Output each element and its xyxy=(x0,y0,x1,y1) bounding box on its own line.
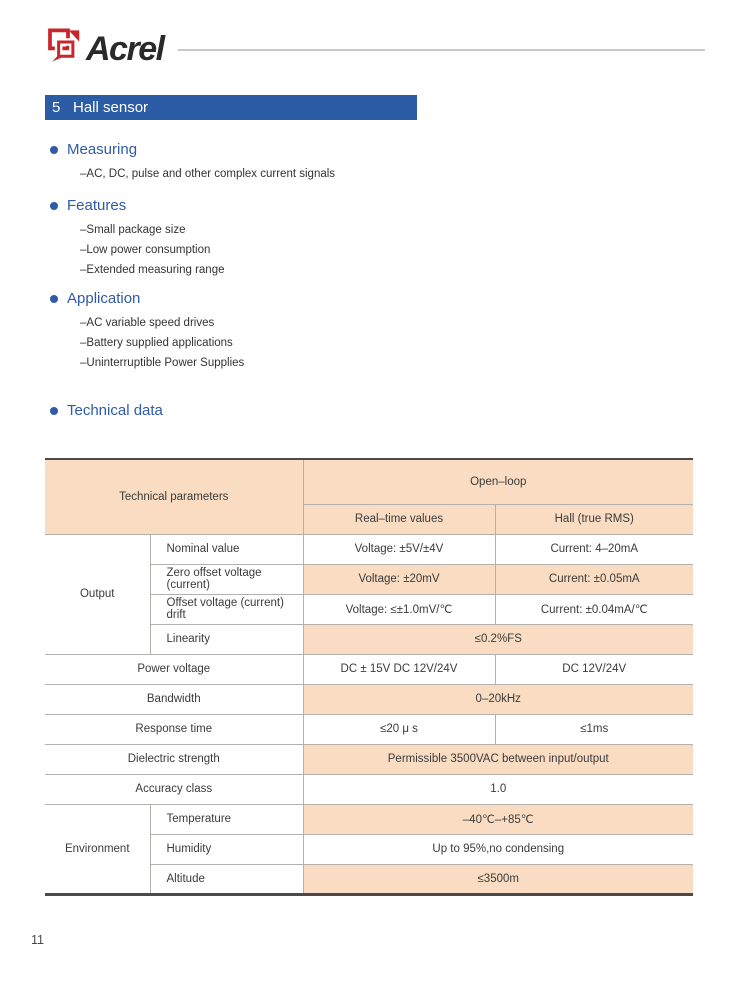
bullet-item: –Battery supplied applications xyxy=(80,337,233,349)
bullet-dot-icon xyxy=(50,407,58,415)
section-title: Application xyxy=(67,290,141,307)
table-row xyxy=(45,684,693,714)
param-label: Response time xyxy=(45,714,303,744)
section-items xyxy=(80,313,244,373)
value-cell: ≤1ms xyxy=(495,714,693,744)
bullet-dot-icon xyxy=(50,202,58,210)
value-cell: Current: 4–20mA xyxy=(495,534,693,564)
value-cell: Voltage: ±5V/±4V xyxy=(303,534,495,564)
value-cell: ≤20 μ s xyxy=(303,714,495,744)
param-label: Dielectric strength xyxy=(45,744,303,774)
bullet-dot-icon xyxy=(50,295,58,303)
bullet-item: –AC variable speed drives xyxy=(80,317,215,329)
param-label: Bandwidth xyxy=(45,684,303,714)
param-label: Zero offset voltage (current) xyxy=(150,564,303,594)
param-label: Offset voltage (current) drift xyxy=(150,594,303,624)
table-row xyxy=(45,654,693,684)
section-heading xyxy=(50,141,335,158)
section-features xyxy=(50,197,225,280)
param-label: Humidity xyxy=(150,834,303,864)
param-label: Nominal value xyxy=(150,534,303,564)
value-cell: Current: ±0.04mA/℃ xyxy=(495,594,693,624)
section-measuring xyxy=(50,141,335,184)
param-label: Power voltage xyxy=(45,654,303,684)
param-label: Accuracy class xyxy=(45,774,303,804)
param-label: Altitude xyxy=(150,864,303,894)
acrel-logo-icon xyxy=(47,28,80,70)
bullet-item: –Small package size xyxy=(80,224,186,236)
value-cell: DC 12V/24V xyxy=(495,654,693,684)
section-title: Measuring xyxy=(67,141,138,158)
param-label: Linearity xyxy=(150,624,303,654)
section-heading xyxy=(50,402,163,419)
bullet-item: –Uninterruptible Power Supplies xyxy=(80,357,245,369)
value-cell: Voltage: ±20mV xyxy=(303,564,495,594)
page-header xyxy=(47,29,705,69)
table-row xyxy=(45,774,693,804)
value-cell: Current: ±0.05mA xyxy=(495,564,693,594)
header-divider-line xyxy=(178,49,705,51)
header-hall-true-rms: Hall (true RMS) xyxy=(495,504,693,534)
value-cell: –40℃–+85℃ xyxy=(303,804,693,834)
chapter-title: Hall sensor xyxy=(73,99,149,116)
brand-name: Acrel xyxy=(86,30,164,68)
value-cell: DC ± 15V DC 12V/24V xyxy=(303,654,495,684)
value-cell: 1.0 xyxy=(303,774,693,804)
section-title: Features xyxy=(67,197,127,214)
table-header-row xyxy=(45,459,693,504)
technical-data-table-wrap xyxy=(45,458,693,896)
page-number: 11 xyxy=(31,933,44,947)
table-row xyxy=(45,804,693,834)
value-cell: Up to 95%,no condensing xyxy=(303,834,693,864)
param-label: Temperature xyxy=(150,804,303,834)
section-application xyxy=(50,290,244,373)
header-open-loop: Open–loop xyxy=(303,459,693,504)
row-group-environment: Environment xyxy=(45,804,150,894)
bullet-item: –Extended measuring range xyxy=(80,264,225,276)
value-cell: Voltage: ≤±1.0mV/℃ xyxy=(303,594,495,624)
table-row xyxy=(45,744,693,774)
bullet-item: –Low power consumption xyxy=(80,244,211,256)
section-heading xyxy=(50,290,244,307)
value-cell: ≤0.2%FS xyxy=(303,624,693,654)
section-technical-data xyxy=(50,402,163,419)
bullet-dot-icon xyxy=(50,146,58,154)
value-cell: Permissible 3500VAC between input/output xyxy=(303,744,693,774)
table-row xyxy=(45,714,693,744)
section-title: Technical data xyxy=(67,402,163,419)
table-row xyxy=(45,534,693,564)
row-group-output: Output xyxy=(45,534,150,654)
technical-data-table xyxy=(45,458,693,896)
header-technical-parameters: Technical parameters xyxy=(45,459,303,534)
chapter-number: 5 xyxy=(52,99,61,116)
header-real-time-values: Real–time values xyxy=(303,504,495,534)
value-cell: 0–20kHz xyxy=(303,684,693,714)
chapter-title-bar xyxy=(45,95,417,120)
section-items xyxy=(80,220,225,280)
section-heading xyxy=(50,197,225,214)
value-cell: ≤3500m xyxy=(303,864,693,894)
bullet-item: –AC, DC, pulse and other complex current signals xyxy=(80,168,336,180)
section-items xyxy=(80,164,335,184)
